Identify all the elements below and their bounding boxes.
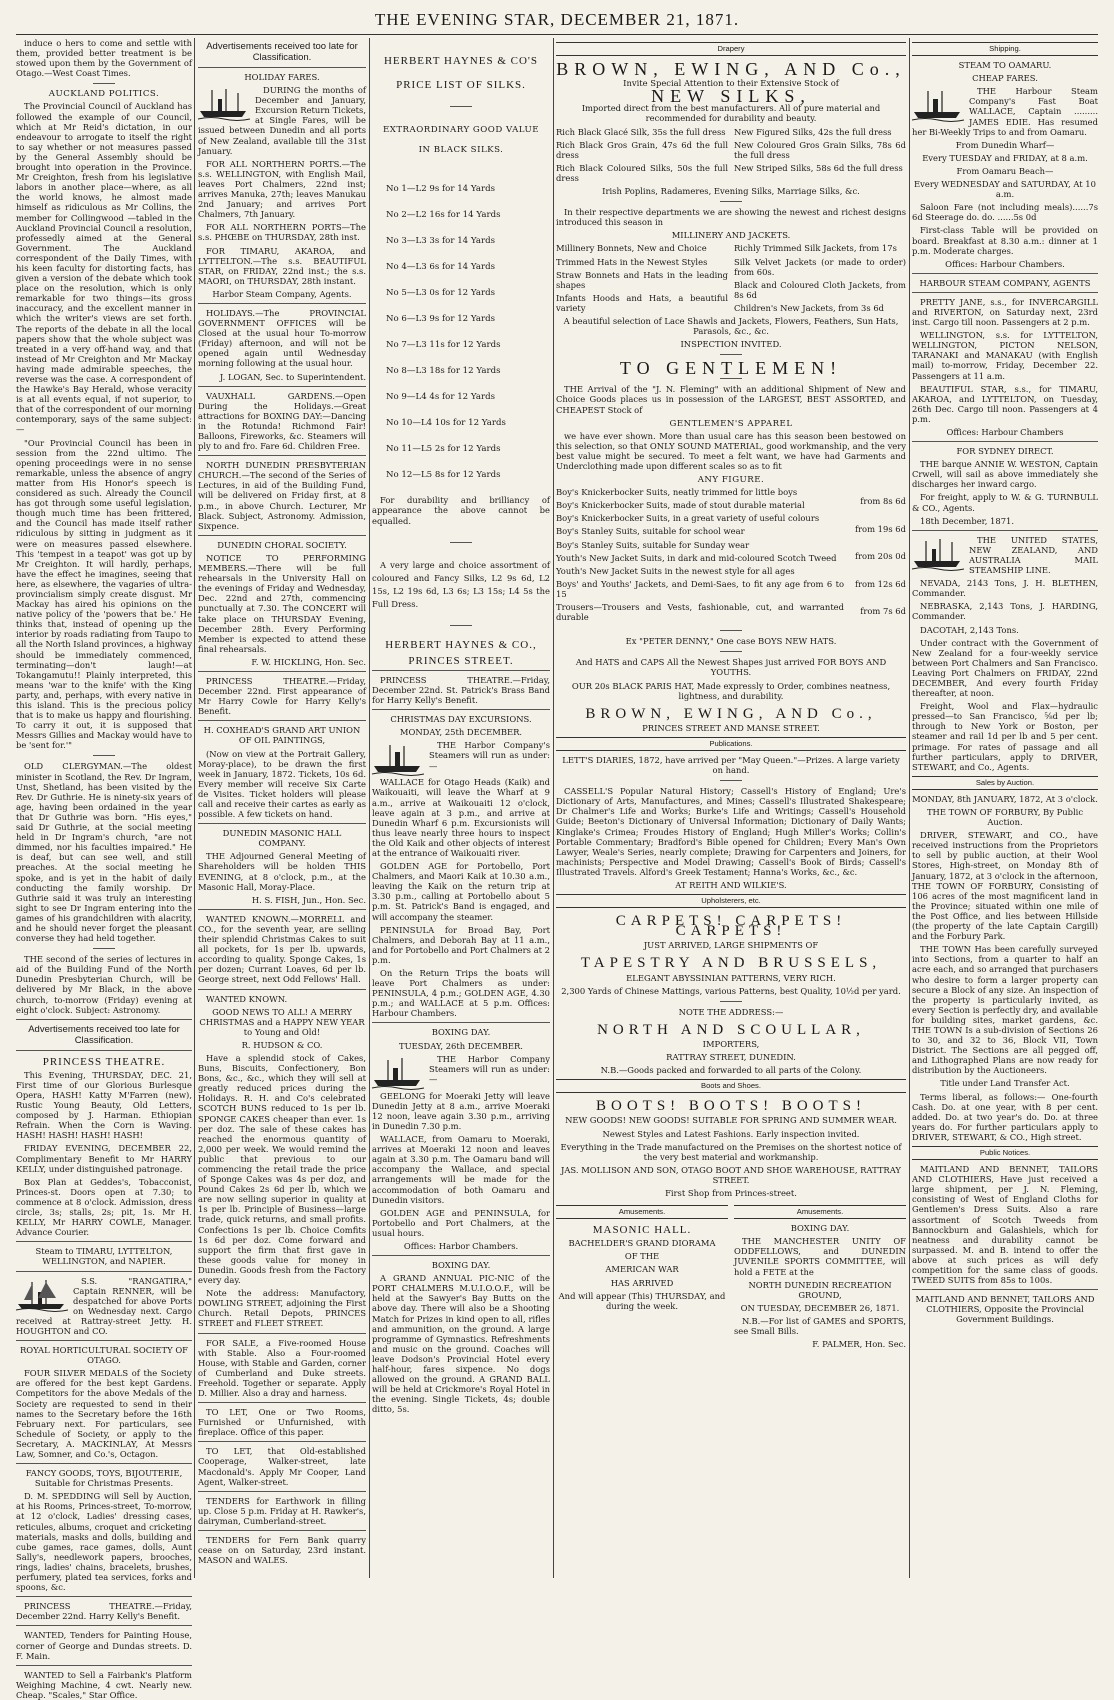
ad-subtitle: NORTH DUNEDIN RECREATION GROUND,	[748, 1279, 892, 1300]
ad-title: MASONIC HALL.	[592, 1224, 692, 1237]
silk-price-item: No 9—L4 4s for 12 Yards	[386, 392, 496, 403]
column-divider	[553, 38, 554, 1578]
ad-title: THE TOWN OF FORBURY, By Public Auction.	[926, 807, 1084, 828]
masthead	[0, 0, 1114, 34]
ad-body: For durability and brilliancy of appearance the above cannot be equalled.	[372, 495, 550, 526]
column-2	[198, 38, 366, 1578]
millinery-item: Trimmed Hats in the Newest Styles	[556, 256, 708, 267]
section-heading: Drapery	[556, 42, 906, 56]
silk-item: Rich Black Coloured Silks, 50s the full dress	[556, 162, 728, 183]
ad-body: TENDERS for Fern Bank quarry cease on on Saturday, 23rd instant. MASON and WALES.	[198, 1535, 366, 1566]
ad-body: WANTED, Tenders for Painting House, corner of George and Dundas streets. D. F. Main.	[16, 1630, 192, 1661]
section-heading: Amusements.	[556, 1205, 728, 1219]
ad-body: DRIVER, STEWART, and CO., have received instructions from the Proprietors to sell by public auction, at their Wool Stores, High-street, on Monday 8th of January, 1872, at 3 o'clock in the afternoon, THE TOWN OF FORBURY, Consisting of 106 acres of the most magnificent land in the Province; situated within one mile of the Post Office, and lies between Hillside (the property of the late Captain Cargill) and the Forbury Park.	[912, 830, 1098, 942]
ad-body: HOLIDAYS.—The PROVINCIAL GOVERNMENT OFFICES will be Closed at the usual hour To-morrow (Friday) afternoon, and will not be opened again until Wednesday morning following at the usual hour.	[198, 307, 366, 369]
silk-price-item: No 12—L5 8s for 12 Yards	[386, 470, 501, 481]
ad-body: TENDERS for Earthwork in filling up. Close 5 p.m. Friday at H. Rawker's, dairyman, Cumberland-street.	[198, 1495, 366, 1526]
divider	[912, 1289, 1098, 1290]
millinery-item: Richly Trimmed Silk Jackets, from 17s	[734, 243, 897, 254]
millinery-item: Silk Velvet Jackets (or made to order) from 60s.	[734, 256, 906, 277]
masthead-rule	[16, 34, 1098, 35]
ad-body: Newest Styles and Latest Fashions. Early inspection invited.	[602, 1128, 860, 1139]
divider	[16, 1596, 192, 1597]
millinery-table	[556, 243, 906, 316]
amusements-left	[556, 1201, 728, 1352]
silk-item: Rich Black Gros Grain, 47s 6d the full dress	[556, 139, 728, 160]
ad-body: FOR SALE, a Five-roomed House with Stable. Also a Four-roomed House, with Stable and Garden, corner of Cumberland and Duke streets. Freehold. Together or separate. Apply D. Millier. Also a dray and harness.	[198, 1337, 366, 1398]
ad-body: NOTE THE ADDRESS:—	[678, 1006, 784, 1017]
ad-body: THE Harbour Steam Company's Fast Boat WALLACE, Captain ......... JAMES EDIE. Has resumed her Bi-Weekly Trips to and from Oamaru.	[912, 86, 1098, 137]
suit-item: Boy's Knickerbocker Suits, neatly trimmed for little boys	[556, 487, 798, 498]
ad-body: MAITLAND AND BENNET, TAILORS AND CLOTHIERS, Have just received a large shipment, per J. N. Fleming, consisting of West of England Cloths for Gentlemen's Dress Suits. Also a rare assortment of Scotch Tweeds from Bannockburn and Galashiels, which for neatness and durability cannot be surpassed. M. and B. intend to offer the above at such prices as will defy competition for the same class of goods. TWEED SUITS from 85s to 100s.	[912, 1164, 1098, 1286]
suit-item: Boy's Knickerbocker Suits, in a great variety of useful colours	[556, 513, 820, 524]
divider	[198, 67, 366, 68]
column-4	[556, 38, 906, 1578]
ad-body: Saloon Fare (not including meals)......7s 6d Steerage do. do. ......5s 0d	[912, 202, 1098, 223]
ad-body: WELLINGTON, s.s. for LYTTELTON, WELLINGTON, PICTON NELSON, TARANAKI and MANAKAU (with English mail) to-morrow, Friday, December 22. Passengers at 11 a.m.	[912, 330, 1098, 381]
ad-title: BOXING DAY.	[790, 1223, 850, 1234]
ad-body: S.S. "RANGATIRA," Captain RENNER, will be despatched for above Ports on Wednesday next. Cargo received at Rattray-street Jetty. H. HOUGHTON and CO.	[16, 1275, 192, 1336]
suit-item: Youth's New Jacket Suits, in dark and mid-coloured Scotch Tweed	[556, 552, 837, 563]
ad-body: PRINCESS THEATRE.—Friday, December 22nd. Harry Kelly's Benefit.	[16, 1601, 192, 1622]
section-heading: Advertisements received too late for Classification.	[28, 1023, 180, 1046]
ship-engraving-icon	[912, 88, 964, 122]
ad-body: Imported direct from the best manufacturers. All of pure material and recommended for durability and beauty.	[581, 103, 881, 124]
ad-title: DUNEDIN CHORAL SOCIETY.	[217, 539, 347, 550]
suit-item: Youth's New Jacket Suits in the newest style for all ages	[556, 565, 795, 576]
silk-price-item: No 5—L3 0s for 12 Yards	[386, 288, 496, 299]
divider	[372, 1022, 550, 1023]
divider	[16, 1665, 192, 1666]
suit-item: Boy's Stanley Suits, suitable for Sunday wear	[556, 539, 750, 550]
divider	[16, 1271, 192, 1272]
silk-item: Rich Black Glacé Silk, 35s the full dress	[556, 126, 726, 137]
ad-body: PRETTY JANE, s.s., for INVERCARGILL and RIVERTON, on Saturday next, 23rd inst. Cargo till noon. Passengers at 2 p.m.	[912, 296, 1098, 328]
ad-title: PRICE LIST OF SILKS.	[396, 79, 526, 92]
ship-engraving-icon	[16, 1278, 68, 1312]
ad-title: PRINCES STREET.	[408, 654, 514, 667]
ad-title: BOXING DAY.	[431, 1260, 491, 1271]
millinery-item: Children's New Jackets, from 3s 6d	[734, 302, 885, 313]
ad-subtitle: ELEGANT ABYSSINIAN PATTERNS, VERY RICH.	[626, 972, 836, 983]
ad-body: From Dunedin Wharf—	[955, 139, 1055, 150]
ad-body: Note the address: Manufactory, DOWLING STREET, adjoining the First Church. Retail Depots, PRINCES STREET and FLEET STREET.	[198, 1288, 366, 1329]
suit-price: from 12s 6d	[854, 578, 906, 589]
divider	[720, 651, 742, 652]
ad-body: For freight, apply to W. & G. TURNBULL & CO., Agents.	[912, 492, 1098, 513]
ad-title: HOLIDAY FARES.	[244, 72, 320, 82]
ad-body: Every TUESDAY and FRIDAY, at 8 a.m.	[922, 152, 1088, 163]
ad-title: BROWN, EWING, AND Co.,	[585, 705, 877, 722]
divider	[720, 1001, 742, 1002]
divider	[16, 1019, 192, 1020]
ad-subtitle: RATTRAY STREET, DUNEDIN.	[666, 1052, 796, 1063]
silk-price-item: No 2—L2 16s for 14 Yards	[386, 210, 501, 221]
column-divider	[194, 38, 195, 1578]
ad-body: VAUXHALL GARDENS.—Open During the Holidays.—Great attractions for BOXING DAY:—Dancing in the Rotunda! Richmond Fair! Balloons, Fireworks, &c. Steamers will ply to and fro. Fare 6d. Children Free.	[198, 390, 366, 452]
ad-body: BEAUTIFUL STAR, s.s., for TIMARU, AKAROA, and LYTTELTON, on Tuesday, 26th Dec. Cargo till noon. Passengers at 4 p.m.	[912, 383, 1098, 424]
suits-prices	[844, 487, 906, 625]
ad-subtitle: MONDAY, 8th JANUARY, 1872, At 3 o'clock.	[912, 793, 1098, 804]
ad-body: Everything in the Trade manufactured on the Premises on the shortest notice of the very best material and workmanship.	[560, 1141, 902, 1162]
section-heading: Public Notices.	[912, 1146, 1098, 1160]
ad-body: FOR ALL NORTHERN PORTS.—The s.s. WELLINGTON, with English Mail, leaves Port Chalmers, 22nd inst; arrives Manuka, 27th; leaves Manukau 2nd January; and arrives Port Chalmers, 7th January.	[198, 158, 366, 220]
divider	[720, 630, 742, 631]
suit-price: from 8s 6d	[860, 495, 906, 506]
ad-body: THE Harbor Company Steamers will run as under:—	[429, 1053, 550, 1084]
ad-body: And HATS and CAPS All the Newest Shapes just arrived FOR BOYS AND YOUTHS.	[575, 657, 887, 678]
ad-body: NOTICE TO PERFORMING MEMBERS.—There will be full rehearsals in the University Hall on the evenings of Friday and Wednesday, Dec. 22nd and 27th, commencing punctually at 7.30. The CONCERT will take place on THURSDAY Evening, December 28th. Every Performing Member is expected to attend these final rehearsals.	[198, 552, 366, 654]
divider	[16, 1241, 192, 1242]
ad-body: Terms liberal, as follows:— One-fourth Cash. Do. at one year, with 8 per cent. added. Do. at two year's do. Do. at three years do. For further particulars apply to DRIVER, STEWART, & CO., High street.	[912, 1091, 1098, 1142]
ad-body: GOOD NEWS TO ALL! A MERRY CHRISTMAS and a HAPPY NEW YEAR to Young and Old!	[199, 1006, 365, 1037]
suit-item: Trousers—Trousers and Vests, fashionable, cut, and warranted durable	[556, 602, 844, 623]
ship-engraving-icon	[372, 1056, 424, 1090]
divider	[372, 709, 550, 710]
ad-body: Ex "PETER DENNY," One case BOYS NEW HATS.	[625, 636, 837, 647]
ad-title: CARPETS! CARPETS! CARPETS!	[615, 913, 847, 940]
ad-body: we have ever shown. More than usual care has this season been bestowed on this selection, so that ONLY SOUND MATERIAL, good workmanship, and the very best value might be secured. To meet a felt want, we have had Garments and Underclothing made upon different scales so as to fit	[556, 430, 906, 471]
ad-title: ROYAL HORTICULTURAL SOCIETY OF OTAGO.	[20, 1345, 188, 1366]
ad-body: And will appear (This) THURSDAY, and during the week.	[558, 1290, 726, 1311]
suit-item: Boy's Stanley Suits, suitable for school wear	[556, 526, 745, 537]
millinery-item: Straw Bonnets and Hats in the leading shapes	[556, 269, 728, 290]
divider	[93, 755, 115, 756]
ad-title: STEAM TO OAMARU.	[958, 60, 1052, 71]
section-heading: Advertisements received too late for Classification.	[206, 41, 358, 63]
ad-body: WANTED KNOWN.—MORRELL and CO., for the seventh year, are selling their splendid Christmas Cakes to suit all pockets, for 1s per lb. upwards, according to quality. Sponge Cakes, 1s per dozen; Currant Loaves, 6d per lb. George street, next Odd Fellows' Hall.	[198, 913, 366, 985]
ad-signature: H. S. FISH, Jun., Hon. Sec.	[251, 894, 366, 905]
ad-body: In their respective departments we are showing the newest and richest designs introduced this season in	[556, 207, 906, 228]
ad-subtitle: BACHELDER'S GRAND DIORAMA	[568, 1238, 716, 1249]
ad-body: THE TOWN Has been carefully surveyed into Sections, from a quarter to half an acre each, and so arranged that purchasers who desire to form a larger property can secure a Block of any size. An inspection of the property is particularly invited, as every Section is perfectly dry, and available for building sites, market gardens, &c. THE TOWN Is a sub-division of Sections 26 to 30, and 32 to 36, Block VII, Town District. The Sections are all pegged off, and Lithographed Plans are now ready for distribution by the Auctioneers.	[912, 944, 1098, 1076]
divider	[450, 625, 472, 626]
ad-body: Have a splendid stock of Cakes, Buns, Biscuits, Confectionery, Bon Bons, &c., &c., which they will sell at greatly reduced prices during the Holidays. R. H. and Co's celebrated SCOTCH BUNS reduced to 1s per lb. SPONGE CAKES cheaper than ever. 1s per doz. The sale of these cakes has reached the enormous quantity of 2,000 per week. We would remind the public that previous to our commencing the retail trade the price of Sponge Cakes was 4s per doz, and Pound Cakes 2s 6d per lb, which we are now selling superior in quality at 1s per lb. Principle of Business—large trade, quick returns, and small profits. Confections 1s per lb. Choice Comfits 1s 6d per doz. Come forward and support the firm that first gave in these goods value for money in Dunedin. Goods fresh from the Factory every day.	[198, 1052, 366, 1286]
ship-engraving-icon	[198, 87, 250, 121]
ad-body: This Evening, THURSDAY, DEC. 21, First time of our Glorious Burlesque Opera, HASH! Katty M'Farren (new), Rustic Young Beauty, Old Letters, composed by J. Harman. Ethiopian Refrain. When the Corn is Waving. HASH! HASH! HASH! HASH!	[16, 1069, 192, 1141]
ad-body: PRINCESS THEATRE.—Friday, December 22nd. First appearance of Mr Harry Cowle for Harry Kelly's Benefit.	[198, 675, 366, 717]
ad-subtitle: JAS. MOLLISON AND SON, OTAGO BOOT AND SHOE WAREHOUSE, RATTRAY STREET.	[561, 1164, 901, 1185]
ad-subtitle: HAS ARRIVED	[610, 1277, 674, 1288]
ad-body: NEVADA, 2143 Tons, J. H. BLETHEN, Commander.	[912, 578, 1098, 599]
masthead-title: THE EVENING STAR, DECEMBER 21, 1871.	[374, 10, 740, 29]
suit-price: from 20s 0d	[854, 551, 906, 562]
ad-body: WANTED to Sell a Fairbank's Platform Weighing Machine, 4 cwt. Nearly new. Cheap. "Scales," Star Office.	[16, 1669, 192, 1700]
ad-subtitle: INSPECTION INVITED.	[680, 339, 782, 350]
ad-body: GEELONG for Moeraki Jetty will leave Dunedin Jetty at 8 a.m., arrive Moeraki 12 noon, leave again 3.30 p.m., arriving in Dunedin 7.30 p.m.	[372, 1090, 550, 1131]
ad-body: 18th December, 1871.	[920, 515, 1015, 526]
divider	[198, 1491, 366, 1492]
ad-title: DUNEDIN MASONIC HALL COMPANY.	[222, 828, 342, 849]
ad-title: BOOTS! BOOTS! BOOTS!	[595, 1098, 866, 1115]
amusements-right	[734, 1201, 906, 1352]
ad-subtitle: IMPORTERS,	[702, 1038, 760, 1049]
divider	[198, 535, 366, 536]
ad-title: BOXING DAY.	[431, 1027, 491, 1038]
ad-body: Every WEDNESDAY and SATURDAY, At 10 a.m.	[914, 179, 1096, 200]
ad-body: THE Harbor Company's Steamers will run as under:—	[429, 740, 550, 771]
divider	[16, 1625, 192, 1626]
ad-body: DURING the months of December and January, Excursion Return Tickets, at Single Fares, will be issued between Dunedin and all ports of New Zealand, available till the 31st January.	[198, 85, 366, 156]
ad-title: HERBERT HAYNES & CO.,	[385, 638, 537, 651]
ad-body: Invite Special Attention to their Extensive Stock of	[623, 78, 839, 89]
ad-body: N.B.—Goods packed and forwarded to all parts of the Colony.	[600, 1065, 862, 1076]
divider	[720, 201, 742, 202]
column-5	[912, 38, 1098, 1578]
ad-body: FOUR SILVER MEDALS of the Society are offered for the best kept Gardens. Competitors for the above Medals of the Society are requested to send in their names to the Secretary before the 16th February next. For particulars, see Schedule of Society, or apply to the Secretary, A. MACKINLAY, At Messrs Law, Somner, and Co.'s, Octagon.	[16, 1368, 192, 1459]
ad-signature: F. W. HICKLING, Hon. Sec.	[251, 656, 366, 667]
ad-title: FOR SYDNEY DIRECT.	[956, 446, 1054, 457]
ad-body: GOLDEN AGE and PENINSULA, for Portobello and Port Chalmers, at the usual hours.	[372, 1207, 550, 1238]
silk-price-item: No 7—L3 11s for 12 Yards	[386, 340, 501, 351]
suit-item: Boy's Knickerbocker Suits, made of stout durable material	[556, 500, 805, 511]
silk-price-table	[556, 127, 906, 186]
silk-price-item: No 8—L3 18s for 12 Yards	[386, 366, 501, 377]
silk-item: New Figured Silks, 42s the full dress	[734, 126, 892, 137]
divider	[198, 1530, 366, 1531]
ad-subtitle: PRINCES STREET AND MANSE STREET.	[642, 722, 820, 733]
divider	[372, 670, 550, 671]
ad-subtitle: EXTRAORDINARY GOOD VALUE	[382, 125, 540, 136]
ad-body: TO LET, that Old-established Cooperage, Walker-street, late Macdonald's. Apply Mr Cooper, Land Agent, Walker-street.	[198, 1446, 366, 1487]
ad-body: THE Arrival of the "J. N. Fleming" with an additional Shipment of New and Choice Goods places us in possession of the LARGEST, BEST ASSORTED, and CHEAPEST Stock of	[556, 384, 906, 415]
ad-body: THE barque ANNIE W. WESTON, Captain Crwell, will sail as above immediately she discharges her inward cargo.	[912, 459, 1098, 490]
divider	[93, 83, 115, 84]
ad-body: MAITLAND AND BENNET, TAILORS AND CLOTHIERS, Opposite the Provincial Government Buildings.	[915, 1294, 1095, 1325]
ship-engraving-icon	[912, 537, 964, 571]
silk-price-item: No 4—L3 6s for 14 Yards	[386, 262, 496, 273]
ad-title: NEW SILKS,	[651, 86, 811, 107]
divider	[720, 780, 742, 781]
ad-body: 2,300 Yards of Chinese Mattings, various Patterns, best Quality, 10½d per yard.	[561, 985, 901, 996]
ad-subtitle: AMERICAN WAR	[605, 1264, 679, 1275]
ad-body: CASSELL'S Popular Natural History; Cassell's History of England; Ure's Dictionary of Arts, Manufactures, and Mines; Cassell's Illustrated Shakespeare; Dr Chalmer's Life and Works; Burke's Life and Writings; Cassell's Household Guide; Beeton's Dictionary of Universal Information; Dictionary of Daily Wants; Kinglake's Crimea; Froudes History of England; Hugh Miller's Works; Collin's Portable Commentary; Bradford's Bible opened for Children; Every Man's Own Lawyer, Weale's Series, nearly complete; Drawing for Carpenters and Joiners, for machinists; Perspective and Model Drawing; Cassell's Book of Birds; Cassell's Illustrated Travels. Alford's Greek Testament; Hanna's Works, &c., &c.	[556, 786, 906, 877]
ad-subtitle: JUST ARRIVED, LARGE SHIPMENTS OF	[643, 940, 819, 951]
ad-body: Title under Land Transfer Act.	[940, 1078, 1070, 1089]
ad-body: D. M. SPEDDING will Sell by Auction, at his Rooms, Princes-street, To-morrow, at 12 o'clock, Ladies' dressing cases, reticules, albums, croquet and cricketing materials, masks and dolls, building and cube games, race games, dolls, Aunt Sally's, needlework papers, brooches, rings, ladies' chains, bracelets, brushes, perfumery, plated tea services, forks and spoons, &c.	[16, 1491, 192, 1593]
silk-price-item: No 6—L3 9s for 12 Yards	[386, 314, 496, 325]
article-intro: induce o hers to come and settle with them, provided better treatment is be stowed upon them by the Government of Otago.—West Coast Times.	[16, 38, 192, 79]
ad-body: A beautiful selection of Lace Shawls and Jackets, Flowers, Feathers, Sun Hats, Parasols, &c., &c.	[563, 315, 899, 337]
ad-title: H. COXHEAD'S GRAND ART UNION OF OIL PAINTINGS,	[203, 725, 361, 746]
divider	[720, 354, 742, 355]
ad-signature: Offices: Harbour Chambers	[946, 427, 1064, 437]
column-1	[16, 38, 192, 1700]
column-3	[372, 38, 550, 1578]
ad-body: PRINCESS THEATRE.—Friday, December 22nd. St. Patrick's Brass Band for Harry Kelly's Benefit.	[372, 674, 550, 706]
ad-signature: F. PALMER, Hon. Sec.	[812, 1339, 906, 1350]
millinery-item: Black and Coloured Cloth Jackets, from 8s 6d	[734, 279, 906, 300]
column-divider	[909, 38, 910, 1578]
suit-item: Boys' and Youths' Jackets, and Demi-Saes, to fit any age from 6 to 15	[556, 578, 844, 599]
ad-subtitle: ANY FIGURE.	[697, 475, 765, 486]
suit-price: from 19s 6d	[854, 523, 906, 534]
divider	[198, 720, 366, 721]
divider	[198, 671, 366, 672]
divider	[198, 386, 366, 387]
section-heading: Publications.	[556, 737, 906, 751]
article-paragraph: THE second of the series of lectures in aid of the Building Fund of the North Dunedin Presbyterian Church, will be delivered by Mr Black, in the above church, to-morrow (Friday) evening at eight o'clock. Subject: Astronomy.	[16, 954, 192, 1015]
section-heading: Upholsterers, etc.	[556, 894, 906, 908]
ad-subtitle: TUESDAY, 26th DECEMBER.	[399, 1040, 523, 1051]
ad-subtitle: MILLINERY AND JACKETS.	[671, 230, 791, 241]
silk-column	[734, 127, 906, 186]
ad-body: FRIDAY EVENING, DECEMBER 22, Complimentary Benefit to Mr HARRY KELLY, under distinguished patronage.	[16, 1143, 192, 1174]
ad-body: FOR ALL NORTHERN PORTS—The s.s. PHŒBE on THURSDAY, 28th inst.	[198, 222, 366, 243]
ad-title: BROWN, EWING, AND Co.,	[556, 59, 906, 80]
ad-subtitle: ON TUESDAY, DECEMBER 26, 1871.	[740, 1302, 900, 1313]
divider	[912, 273, 1098, 274]
suits-list	[556, 487, 844, 625]
divider	[450, 542, 472, 543]
silk-price-item: No 10—L4 10s for 12 Yards	[386, 418, 506, 429]
ad-signature: Offices: Harbour Chambers.	[945, 258, 1065, 269]
ad-body: NORTH DUNEDIN PRESBYTERIAN CHURCH.—The second of the Series of Lectures, in aid of the Building Fund, will be delivered on Friday first, at 8 p.m., in above Church. Lecturer, Mr Black. Subject, Astronomy. Admission, Sixpence.	[198, 460, 366, 531]
ad-signature: J. LOGAN, Sec. to Superintendent.	[219, 371, 366, 382]
divider	[198, 455, 366, 456]
ad-body: GOLDEN AGE for Portobello, Port Chalmers, and Maori Kaik at 10.30 a.m., leaving the Kaik on the return trip at 3.30 p.m., calling at Portobello about 5 p.m. St. Patrick's Band is engaged, and will accompany the steamer.	[372, 861, 550, 922]
ad-body: First-class Table will be provided on board. Breakfast at 8.30 a.m.: dinner at 1 p.m. Moderate charges.	[912, 225, 1098, 256]
divider	[16, 1050, 192, 1051]
ad-body: (Now on view at the Portrait Gallery, Moray-place), to be drawn the first week in January, 1872. Tickets, 10s 6d. Every member will receive Six Carte de Visites. Ticket holders will please call and receive their cartes as early as possible. A few tickets on hand.	[198, 748, 366, 820]
ad-body: NEBRASKA, 2,143 Tons, J. HARDING, Commander.	[912, 601, 1098, 622]
silk-item: New Striped Silks, 58s 6d the full dress	[734, 162, 903, 173]
ship-engraving-icon	[372, 742, 424, 776]
ad-body: A very large and choice assortment of coloured and Fancy Silks, L2 9s 6d, L2 15s, L2 19s 6d, L3 6s; L3 15s; L4 5s the Full Dress.	[372, 559, 550, 609]
millinery-item: Infants Hoods and Hats, a beautiful variety	[556, 292, 728, 313]
divider	[372, 1255, 550, 1256]
ad-body: THE Adjourned General Meeting of Shareholders will be holden THIS EVENING, at 8 o'clock, p.m., at the Masonic Hall, Moray-Place.	[198, 851, 366, 892]
divider	[198, 823, 366, 824]
ad-body: On the Return Trips the boats will leave Port Chalmers as under: PENINSULA, 4 p.m.; GOLDEN AGE, 4.30 p.m.; and WALLACE at 5 p.m. Offices: Harbour Chambers.	[372, 968, 550, 1019]
ad-title: HERBERT HAYNES & CO'S	[383, 55, 539, 67]
silk-price-item: No 11—L5 2s for 12 Yards	[386, 444, 501, 455]
silk-price-item: No 3—L3 3s for 14 Yards	[386, 236, 496, 247]
ad-body: WALLACE, from Oamaru to Moeraki, arrives at Moeraki 12 noon and leaves again at 3.30 p.m. The Oamaru band will accompany the Wallace, and special arrangements will be made for the accommodation of both Oamaru and Dunedin visitors.	[372, 1134, 550, 1205]
ad-body: THE MANCHESTER UNITY OF ODDFELLOWS, and DUNEDIN JUVENILE SPORTS COMMITTEE, will hold a FETE at the	[734, 1236, 906, 1277]
divider	[93, 948, 115, 949]
article-paragraph: OLD CLERGYMAN.—The oldest minister in Scotland, the Rev. Dr Ingram, Unst, Shetland, has been visited by the Rev. Dr Guthrie. He is ninety-six years of age, having been ordained in the year that Dr Guthrie was born. "His eyes," said Dr Guthrie, at the social meeting held in Dr Ingram's church, "are not dimmed, nor his faculties impaired." He is deaf, but can see well, and still preaches. At the social meeting he spoke, and is yet in the habit of daily conducting the family worship. Dr Guthrie said it was truly an interesting sight to see Dr Ingram entering into the games of his grandchildren with alacrity, and he should never forget the pleasant converse they had held together.	[16, 761, 192, 944]
amusements-row	[556, 1201, 906, 1352]
section-heading: Shipping.	[912, 42, 1098, 56]
ad-signature: AT REITH AND WILKIE'S.	[675, 880, 787, 890]
ad-title: PRINCESS THEATRE.	[42, 1055, 166, 1068]
ad-body: A GRAND ANNUAL PIC-NIC of the PORT CHALMERS M.U.I.O.O.F., will be held at the Sawyer's Bay Butts on the above day. There will also be a Shooting Match for Prizes in kind open to all, rifles and ammunition, on the ground. A large programme of Gymnastics. Refreshments and music on the ground. Coaches will leave Dodson's Provincial Hotel every half-hour, fares sixpence. No dogs allowed on the ground. A GRAND BALL will be held at Crickmore's Royal Hotel in the evening. Single Tickets, 4s; double ditto, 5s.	[372, 1273, 550, 1415]
ad-title: FANCY GOODS, TOYS, BIJOUTERIE, Suitable for Christmas Presents.	[25, 1468, 183, 1489]
divider	[912, 530, 1098, 531]
ad-title: CHRISTMAS DAY EXCURSIONS.	[390, 714, 532, 725]
suits-table	[556, 487, 906, 625]
ad-title: NORTH AND SCOULLAR,	[597, 1021, 865, 1038]
ad-body: LETT'S DIARIES, 1872, have arrived per "May Queen."—Prizes. A large variety on hand.	[562, 754, 900, 776]
ad-body: TO LET, One or Two Rooms, Furnished or Unfurnished, with fireplace. Office of this paper.	[198, 1407, 366, 1438]
article-title: AUCKLAND POLITICS.	[48, 89, 160, 100]
divider	[198, 1402, 366, 1403]
silk-item: New Coloured Gros Grain Silks, 78s 6d the full dress	[734, 139, 906, 160]
ad-title: Steam to TIMARU, LYTTELTON, WELLINGTON, and NAPIER.	[35, 1246, 173, 1267]
ad-title: WANTED KNOWN.	[206, 993, 288, 1004]
divider	[198, 1333, 366, 1334]
ad-body: Box Plan at Geddes's, Tobacconist, Princes-st. Doors open at 7.30; to commence at 8 o'clock. Admission, dress circle, 3s; stalls, 2s; pit, 1s. Mr H. KELLY, Mr HARRY COWLE, Manager. Advance Courier.	[16, 1176, 192, 1238]
section-heading: Sales by Auction.	[912, 776, 1098, 790]
ad-body: First Shop from Princes-street.	[665, 1187, 797, 1198]
ad-body: WALLACE for Otago Heads (Kaik) and Waikouaiti, will leave the Wharf at 9 a.m., arrive at Waikouaiti 12 o'clock, leave again at 3 p.m., and arrive at Dunedin Wharf 6 p.m. Excursionists will thus leave nearly three hours to inspect the Old Kaik and other objects of interest at the entrance of Waikouaiti river.	[372, 777, 550, 858]
article-paragraph: The Provincial Council of Auckland has followed the example of our Council, which at Mr Reid's dictation, in our endeavour to arrogate to itself the right to say whether or not measures passed by the General Assembly should be brought into operation in the Province. Mr Creighton, fresh from his legislative labors in another place—where, as all the world knows, he almost made himself as ridiculous as Mr Collins, the member for Collingwood —tabled in the Auckland Provincial Council a resolution, professedly aimed at the General Government. The Auckland correspondent of the Daily Times, with his keen faculty for distorting facts, has given a version of the debate which took place on the resolution, which is only remarkable for two things—its gross inaccuracy, and the excellent manner in which the writer's views are set forth. The reports of the debate in all the local papers show that the whole subject was treated in a very off-hand way, and that instead of Mr Creighton and Mr Mackay having made admirable speeches, the reverse was the case. A correspondent of the Hawke's Bay Herald, whose veracity is at all events equal, if not superior, to that of the correspondent of our morning contemporary, says of the same subject:—	[16, 101, 192, 435]
ad-body: N.B.—For list of GAMES and SPORTS, see Small Bills.	[734, 1315, 906, 1336]
ad-title: HARBOUR STEAM COMPANY, AGENTS	[919, 277, 1091, 288]
ad-subtitle: IN BLACK SILKS.	[418, 145, 504, 156]
divider	[198, 1441, 366, 1442]
silk-price-list	[372, 183, 550, 481]
divider	[912, 441, 1098, 442]
ad-subtitle: CHEAP FARES.	[972, 73, 1038, 84]
divider	[450, 106, 472, 107]
ad-subtitle: MONDAY, 25th DECEMBER.	[399, 727, 523, 738]
ad-subtitle: GENTLEMEN'S APPAREL	[669, 418, 793, 429]
ad-body: From Oamaru Beach—	[956, 165, 1054, 176]
suit-price: from 7s 6d	[860, 606, 906, 617]
ad-body: Freight, Wool and Flax—hydraulic pressed—to San Francisco, ⅝d per lb; through to New York or Boston, per steamer and rail 1d per lb and 5 per cent. primage. For rates of passage and all further particulars, apply to DRIVER, STEWART, and Co., Agents.	[912, 701, 1098, 772]
millinery-column	[556, 243, 728, 316]
ad-title: TAPESTRY AND BRUSSELS,	[580, 955, 882, 972]
section-heading: Amusements.	[734, 1205, 906, 1219]
ad-body: Irish Poplins, Radameres, Evening Silks, Marriage Silks, &c.	[602, 186, 860, 197]
ad-body: FOR TIMARU, AKAROA, and LYTTELTON.—The s.s. BEAUTIFUL STAR, on FRIDAY, 22nd inst.; the s.s. MAORI, on THURSDAY, 28th instant.	[198, 245, 366, 286]
ad-signature: Offices: Harbor Chambers.	[403, 1240, 519, 1251]
millinery-column	[734, 243, 906, 316]
divider	[912, 292, 1098, 293]
ad-body: OF THE	[624, 1251, 660, 1262]
divider	[198, 909, 366, 910]
ad-subtitle: NEW GOODS! NEW GOODS! SUITABLE FOR SPRING AND SUMMER WEAR.	[565, 1115, 897, 1126]
ad-body: PENINSULA for Broad Bay, Port Chalmers, and Deborah Bay at 11 a.m., and for Portobello and Port Chalmers at 2 p.m.	[372, 924, 550, 965]
divider	[16, 1340, 192, 1341]
ad-body: OUR 20s BLACK PARIS HAT, Made expressly to Order, combines neatness, lightness, and durability.	[571, 680, 891, 701]
millinery-item: Millinery Bonnets, New and Choice	[556, 243, 707, 254]
ad-title: R. HUDSON & CO.	[241, 1039, 323, 1050]
ad-body: Under contract with the Government of New Zealand for a four-weekly service between Port Chalmers and San Francisco. Leaving Port Chalmers on FRIDAY, 22nd DECEMBER, And every fourth Friday thereafter, at noon.	[912, 637, 1098, 699]
silk-price-item: No 1—L2 9s for 14 Yards	[386, 184, 496, 195]
divider	[198, 989, 366, 990]
ad-body: DACOTAH, 2,143 Tons.	[920, 624, 1019, 635]
ad-title: THE UNITED STATES, NEW ZEALAND, AND AUSTRALIA MAIL STEAMSHIP LINE.	[969, 534, 1098, 576]
column-divider	[369, 38, 370, 1578]
divider	[16, 1463, 192, 1464]
divider	[198, 303, 366, 304]
ad-title: TO GENTLEMEN!	[619, 358, 843, 379]
divider	[720, 378, 742, 379]
article-paragraph: "Our Provincial Council has been in session from the 22nd ultimo. The opening proceedings were in no sense remarkable, unless the absence of angry matter from His Honor's speech is considered as such. Already the Council has got through some useful legislation, though much time has been frittered, and the Council has made itself rather ridiculous by sitting in judgment as it were on measures passed elsewhere. This 'tempest in a teapot' was got up by Mr Creighton. It will hardly, perhaps, have the effect he imagines, seeing that here, as elsewhere, the vagaries of ultra-provincialism simply create disgust. Mr Mackay has aired his opinions on the native policy of the 'powers that be.' He thinks that, instead of opening up the interior by roads radiating from Taupo to all the North Island provinces, a highway should be immediately commenced, terminating—don't laugh!—at Tokangamutu!! Plainly interpreted, this means 'war to the knife' with the King party, and, perhaps, with every native in this island. This is the precious policy that is to make us happy and flourishing. To carry it out, it is supposed that Messrs Gillies and Mackay would have to be 'sent for.'"	[16, 437, 192, 751]
section-heading: Boots and Shoes.	[556, 1079, 906, 1093]
ad-signature: Harbor Steam Company, Agents.	[212, 288, 352, 299]
silk-column	[556, 127, 728, 186]
